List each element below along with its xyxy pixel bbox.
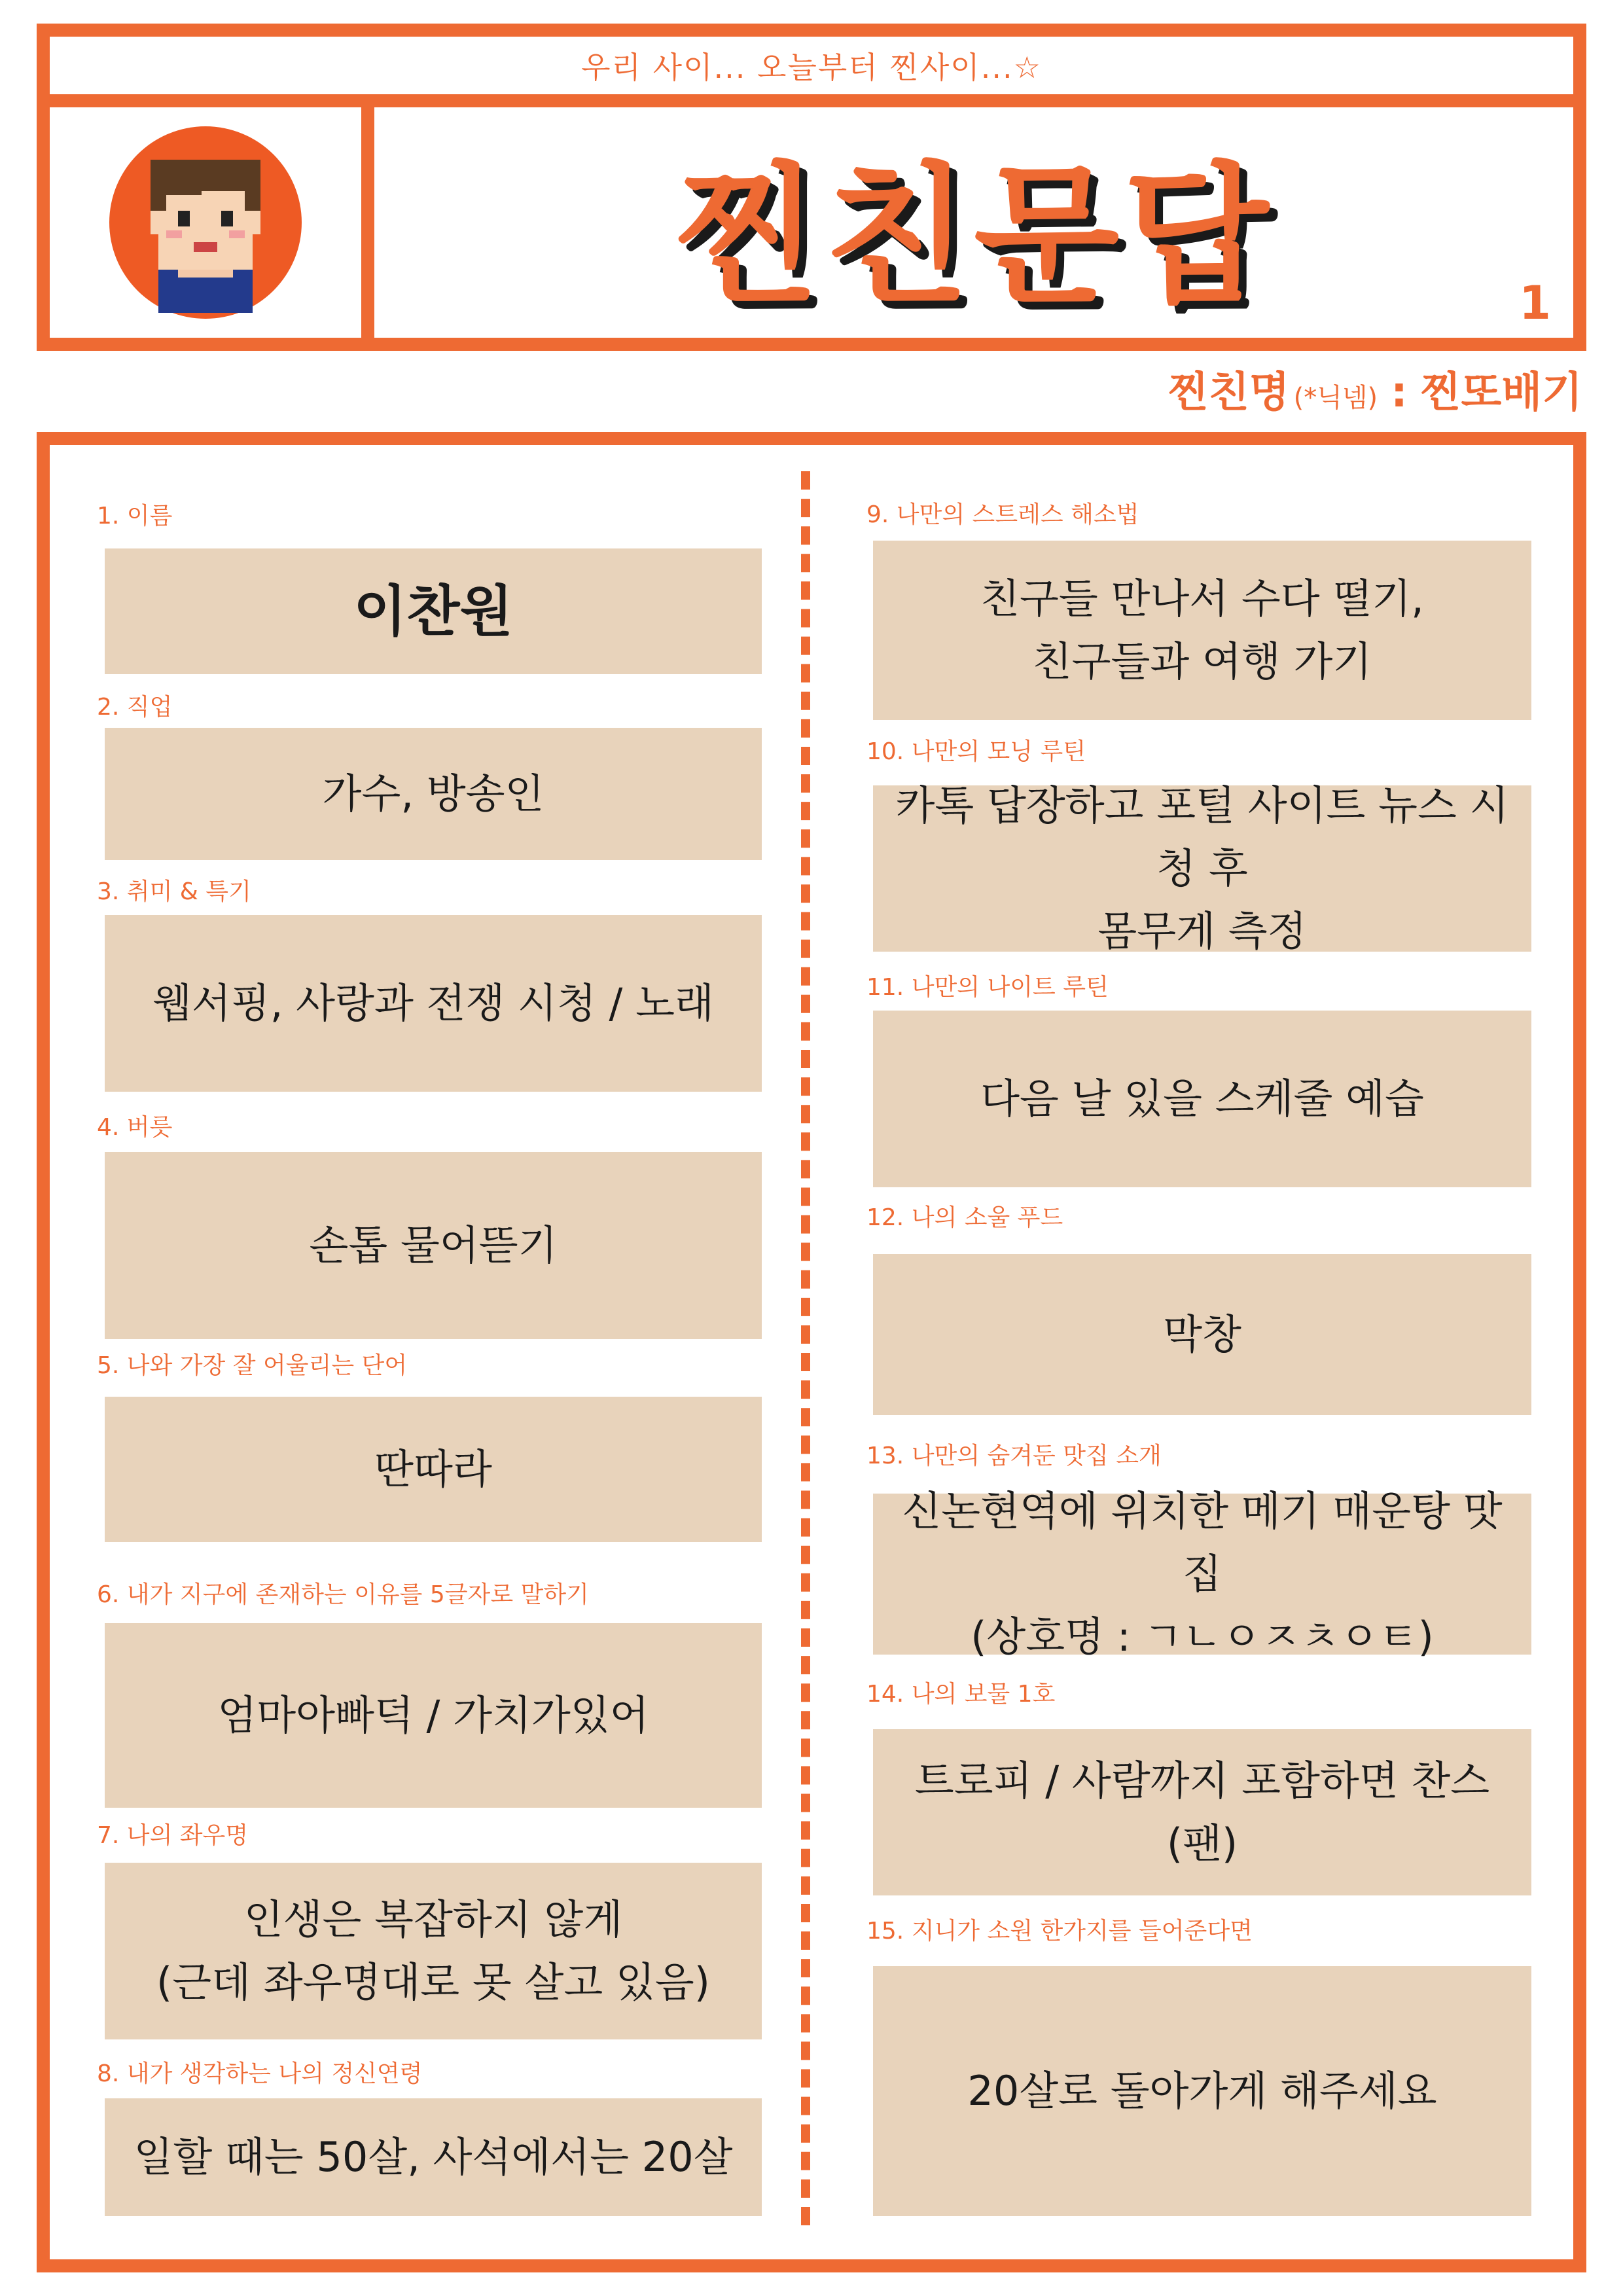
question-label: 7. 나의 좌우명 bbox=[97, 1822, 249, 1849]
question-label: 10. 나만의 모닝 루틴 bbox=[866, 738, 1086, 765]
answer-line: (상호명 : ㄱㄴㅇㅈㅊㅇㅌ) bbox=[971, 1613, 1434, 1661]
nickname-row bbox=[1168, 359, 1582, 419]
question-label: 3. 취미 & 특기 bbox=[97, 878, 251, 905]
answer-box bbox=[105, 2098, 762, 2216]
nickname-label: 찐친명 bbox=[1168, 368, 1290, 417]
answer-box bbox=[105, 1152, 762, 1339]
question-label: 8. 내가 생각하는 나의 정신연령 bbox=[97, 2060, 423, 2087]
answer-line: 친구들 만나서 수다 떨기, bbox=[980, 574, 1424, 622]
answer-line: 다음 날 있을 스케줄 예습 bbox=[980, 1074, 1424, 1122]
answer-box bbox=[105, 1863, 762, 2039]
question-label: 15. 지니가 소원 한가지를 들어준다면 bbox=[866, 1918, 1253, 1945]
tagline: 우리 사이... 오늘부터 찐사이...☆ bbox=[581, 50, 1042, 85]
page-number: 1 bbox=[1519, 276, 1551, 330]
answer-line: 손톱 물어뜯기 bbox=[309, 1221, 558, 1269]
answer-line: 친구들과 여행 가기 bbox=[1032, 637, 1372, 685]
question-label: 12. 나의 소울 푸드 bbox=[866, 1204, 1063, 1231]
title-box bbox=[361, 94, 1586, 351]
avatar-box bbox=[37, 94, 374, 351]
question-label: 1. 이름 bbox=[97, 503, 173, 529]
answer-box bbox=[105, 1397, 762, 1542]
answer-line: 일할 때는 50살, 사석에서는 20살 bbox=[134, 2132, 733, 2181]
question-label: 9. 나만의 스트레스 해소법 bbox=[866, 501, 1139, 528]
answer-line: 엄마아빠덕 / 가치가있어 bbox=[217, 1691, 649, 1739]
answer-line: 딴따라 bbox=[374, 1444, 492, 1493]
answer-box bbox=[873, 541, 1531, 720]
column-divider bbox=[801, 471, 810, 2225]
answer-box bbox=[105, 548, 762, 674]
answer-box bbox=[105, 915, 762, 1092]
question-label: 14. 나의 보물 1호 bbox=[866, 1681, 1056, 1708]
nickname-note: (*닉넴) bbox=[1293, 383, 1378, 413]
answer-line: 트로피 / 사람까지 포함하면 찬스(팬) bbox=[914, 1756, 1490, 1867]
answer-box bbox=[873, 781, 1531, 956]
answer-box bbox=[873, 1254, 1531, 1415]
nickname-colon: : bbox=[1391, 368, 1408, 417]
answer-line: 막창 bbox=[1163, 1310, 1241, 1358]
answer-box bbox=[873, 1486, 1531, 1661]
answer-box bbox=[105, 728, 762, 860]
page-title: 찐친문답 bbox=[675, 149, 1273, 324]
answer-box bbox=[105, 1623, 762, 1808]
answer-line: 카톡 답장하고 포털 사이트 뉴스 시청 후 bbox=[895, 781, 1509, 892]
answer-box bbox=[873, 1011, 1531, 1187]
question-label: 4. 버릇 bbox=[97, 1114, 173, 1141]
question-label: 11. 나만의 나이트 루틴 bbox=[866, 974, 1109, 1001]
question-label: 5. 나와 가장 잘 어울리는 단어 bbox=[97, 1352, 408, 1379]
pixel-boy-avatar-icon bbox=[107, 124, 304, 321]
answer-line: (근데 좌우명대로 못 살고 있음) bbox=[156, 1958, 710, 2006]
answer-line: 이찬원 bbox=[353, 579, 513, 643]
answer-line: 가수, 방송인 bbox=[322, 769, 544, 817]
answer-line: 인생은 복잡하지 않게 bbox=[243, 1895, 623, 1943]
question-label: 2. 직업 bbox=[97, 694, 173, 721]
answer-box bbox=[873, 1966, 1531, 2216]
answer-box bbox=[873, 1729, 1531, 1895]
answer-line: 웹서핑, 사랑과 전쟁 시청 / 노래 bbox=[152, 978, 714, 1027]
answer-line: 신논현역에 위치한 메기 매운탕 맛집 bbox=[902, 1486, 1503, 1598]
question-label: 6. 내가 지구에 존재하는 이유를 5글자로 말하기 bbox=[97, 1581, 589, 1608]
nickname-value: 찐또배기 bbox=[1420, 368, 1582, 417]
answer-line: 20살로 돌아가게 해주세요 bbox=[967, 2066, 1437, 2115]
question-label: 13. 나만의 숨겨둔 맛집 소개 bbox=[866, 1443, 1162, 1469]
answer-line: 몸무게 측정 bbox=[1097, 907, 1307, 956]
